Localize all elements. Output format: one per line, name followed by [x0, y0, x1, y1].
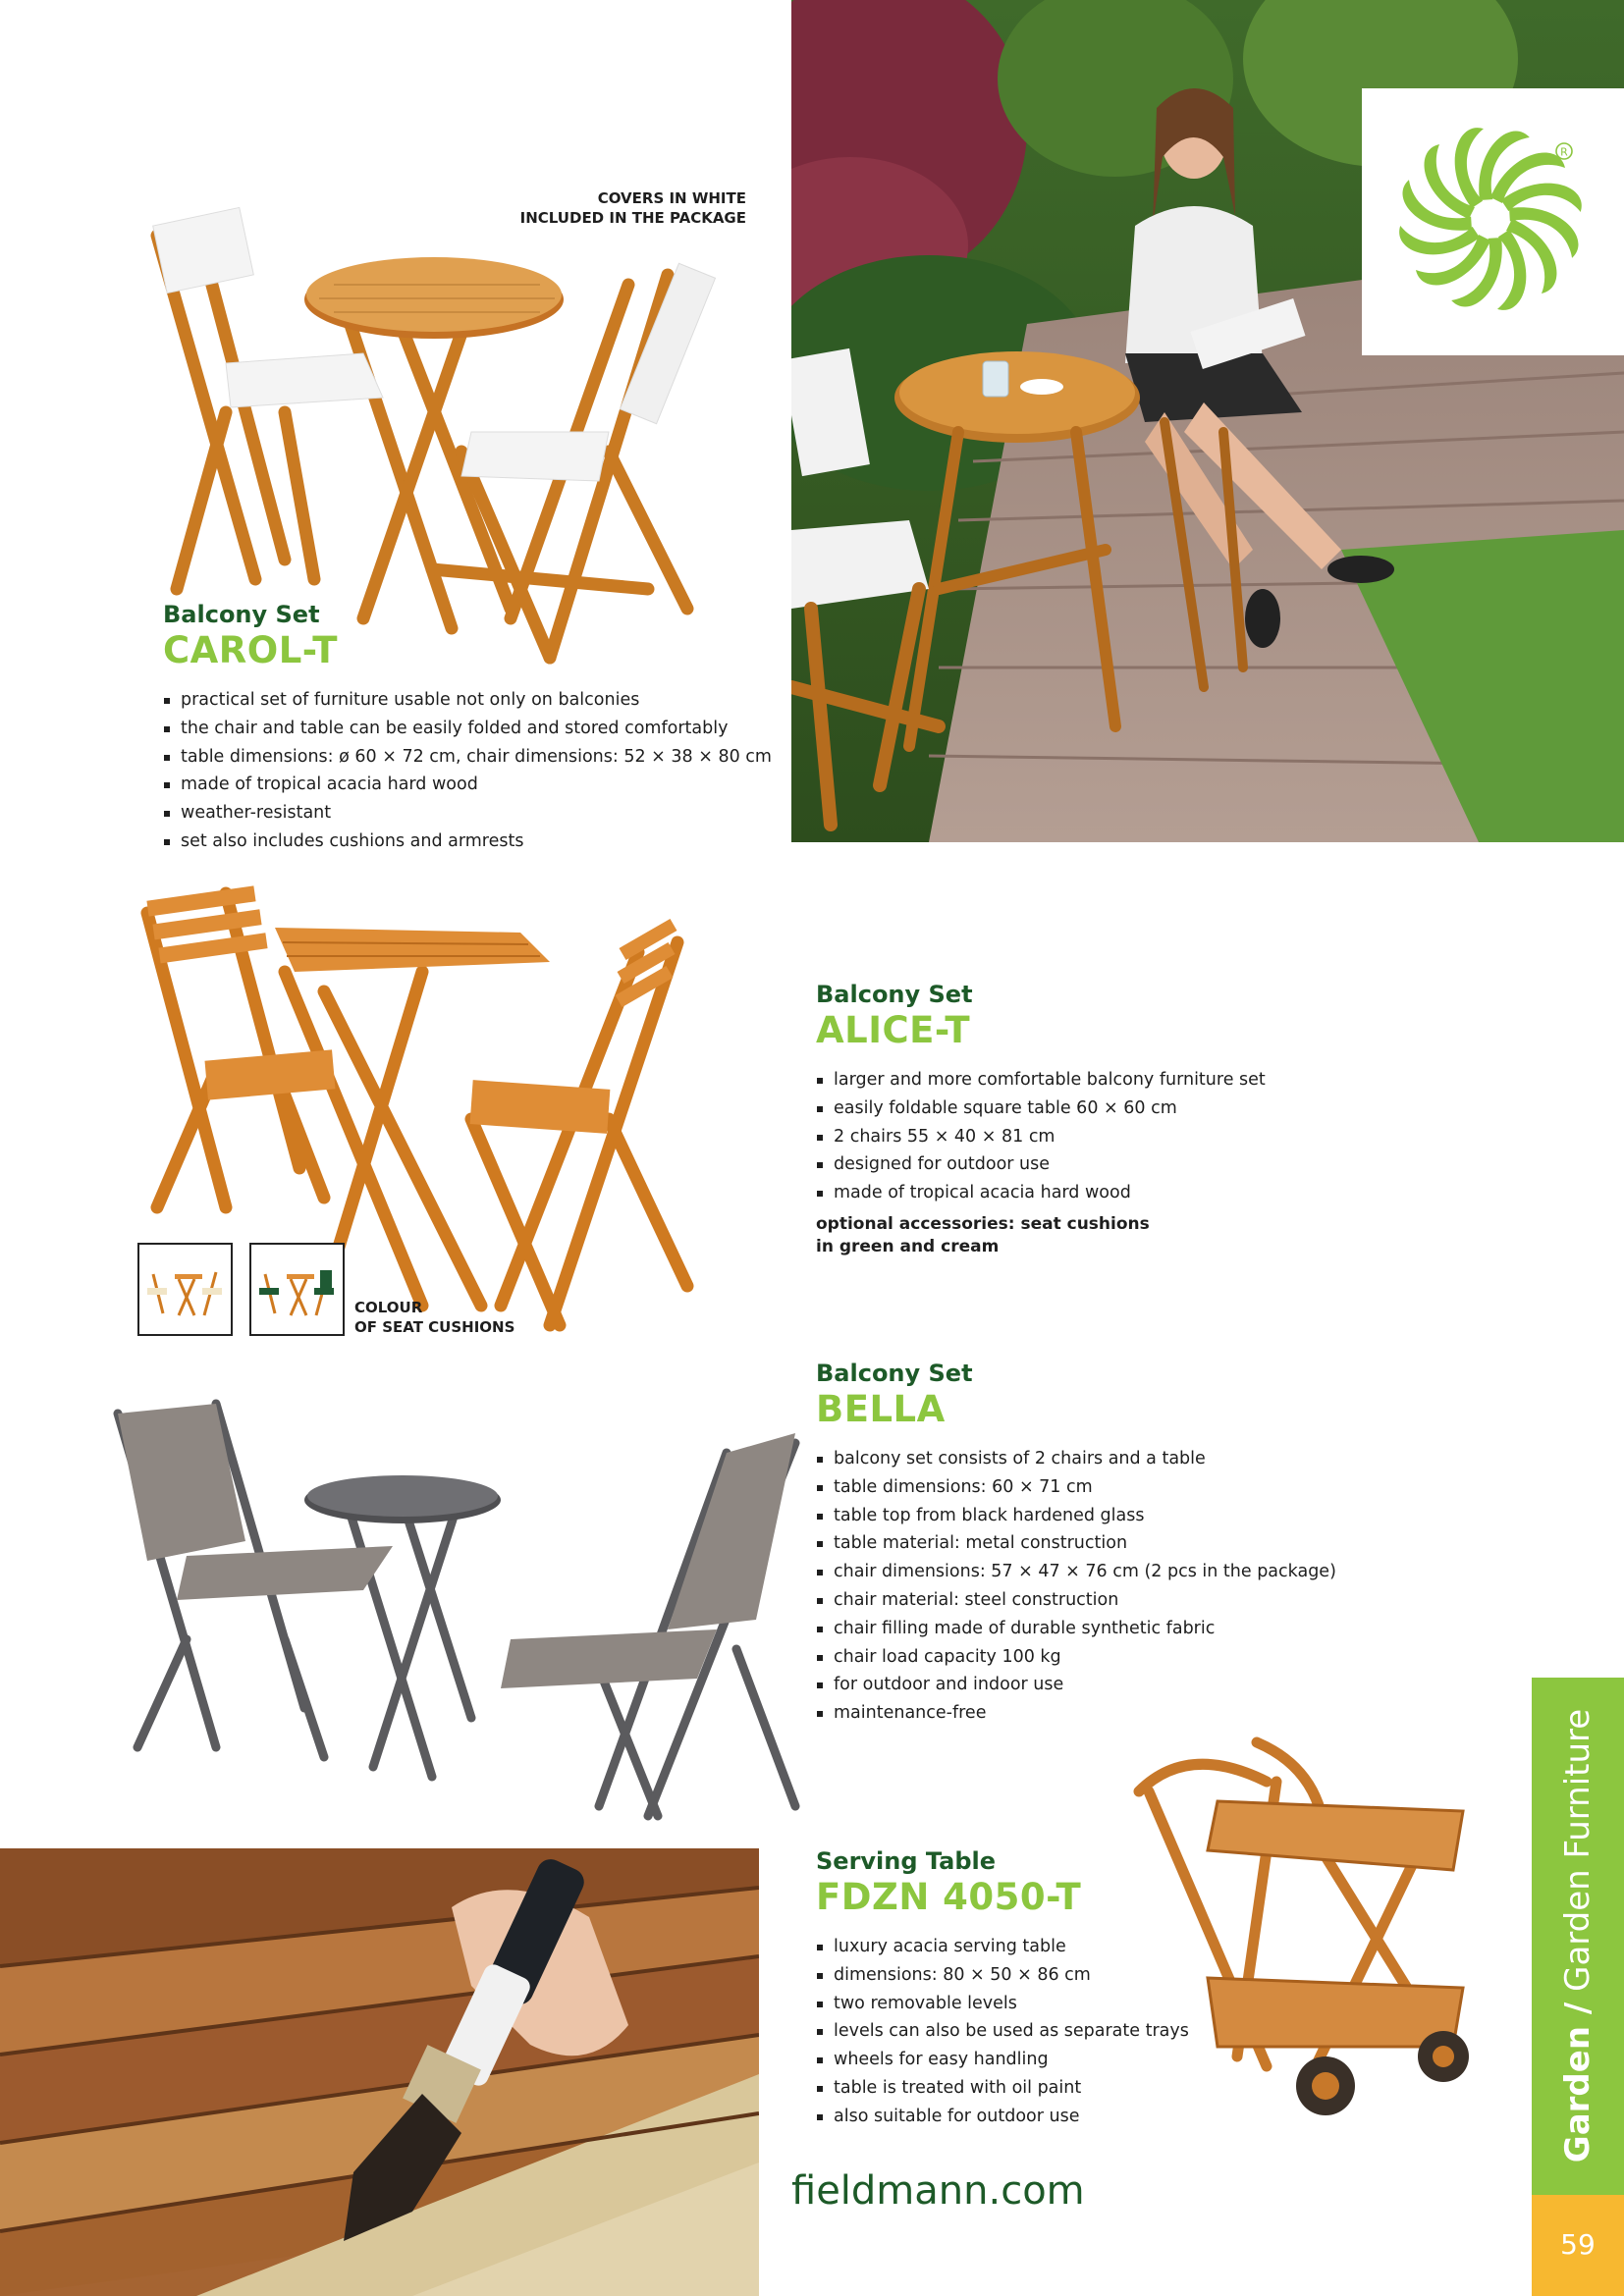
colour-option-green[interactable]	[249, 1243, 345, 1336]
carol-feature: set also includes cushions and armrests	[163, 828, 772, 856]
carol-caption-text: COVERS IN WHITE INCLUDED IN THE PACKAGE	[519, 189, 746, 227]
bella-feature: chair load capacity 100 kg	[816, 1643, 1336, 1672]
section-tab-subcategory: Garden Furniture	[1558, 1708, 1597, 2002]
alice-subtitle: Balcony Set	[816, 981, 973, 1008]
carol-info	[163, 600, 772, 856]
bella-feature: table dimensions: 60 × 71 cm	[816, 1473, 1336, 1502]
serving-table-feature: levels can also be used as separate trays	[816, 2017, 1189, 2046]
carol-feature: the chair and table can be easily folded and stored comfortably	[163, 715, 772, 743]
alice-feature: larger and more comfortable balcony furniture set	[816, 1066, 1266, 1095]
alice-name: ALICE-T	[816, 1009, 971, 1051]
bella-feature: for outdoor and indoor use	[816, 1671, 1336, 1699]
section-tab-category: Garden /	[1558, 2002, 1597, 2163]
bella-name: BELLA	[816, 1388, 946, 1430]
bella-info	[816, 1359, 1336, 1728]
serving-table-feature: table is treated with oil paint	[816, 2074, 1189, 2103]
alice-features	[816, 1066, 1266, 1207]
alice-feature: designed for outdoor use	[816, 1150, 1266, 1179]
bella-subtitle: Balcony Set	[816, 1360, 973, 1387]
alice-feature: easily foldable square table 60 × 60 cm	[816, 1095, 1266, 1123]
section-tab[interactable]	[1532, 1678, 1624, 2195]
carol-feature: table dimensions: ø 60 × 72 cm, chair dimensions: 52 × 38 × 80 cm	[163, 743, 772, 772]
bella-feature: table top from black hardened glass	[816, 1502, 1336, 1530]
carol-feature: practical set of furniture usable not only on balconies	[163, 686, 772, 715]
bella-product-image	[108, 1394, 815, 1826]
page-number-box	[1532, 2195, 1624, 2296]
serving-table-features	[816, 1933, 1189, 2131]
carol-subtitle: Balcony Set	[163, 601, 320, 628]
bella-features	[816, 1445, 1336, 1728]
serving-table-feature: wheels for easy handling	[816, 2046, 1189, 2074]
bella-feature: table material: metal construction	[816, 1529, 1336, 1558]
bella-feature: chair filling made of durable synthetic fabric	[816, 1615, 1336, 1643]
bella-feature: balcony set consists of 2 chairs and a table	[816, 1445, 1336, 1473]
colour-option-cream[interactable]	[137, 1243, 233, 1336]
oil-brush-photo	[0, 1848, 759, 2296]
page-number: 59	[1560, 2228, 1596, 2261]
brand-logo-box	[1362, 88, 1624, 355]
website-link[interactable]: fieldmann.com	[791, 2168, 1085, 2214]
alice-feature: 2 chairs 55 × 40 × 81 cm	[816, 1123, 1266, 1151]
alice-accessories-note: optional accessories: seat cushions in green and cream	[816, 1213, 1150, 1256]
serving-table-feature: two removable levels	[816, 1990, 1189, 2018]
serving-table-subtitle: Serving Table	[816, 1847, 997, 1875]
bella-feature: maintenance-free	[816, 1699, 1336, 1728]
bella-feature: chair dimensions: 57 × 47 × 76 cm (2 pcs in the package)	[816, 1558, 1336, 1586]
alice-colour-caption	[354, 1298, 514, 1337]
section-tab-label	[1558, 1709, 1597, 2163]
carol-product-image	[137, 196, 766, 667]
carol-feature: weather-resistant	[163, 799, 772, 828]
alice-colour-caption-text: COLOUR OF SEAT CUSHIONS	[354, 1299, 515, 1336]
carol-features	[163, 686, 772, 856]
serving-table-feature: dimensions: 80 × 50 × 86 cm	[816, 1961, 1189, 1990]
carol-name: CAROL-T	[163, 629, 338, 671]
carol-caption	[461, 188, 746, 228]
alice-info	[816, 980, 1266, 1258]
bella-feature: chair material: steel construction	[816, 1586, 1336, 1615]
serving-table-name: FDZN 4050-T	[816, 1876, 1082, 1918]
fieldmann-swirl-logo-icon	[1362, 88, 1624, 355]
registered-mark-icon	[1556, 143, 1572, 159]
carol-feature: made of tropical acacia hard wood	[163, 771, 772, 799]
serving-table-feature: also suitable for outdoor use	[816, 2103, 1189, 2131]
svg-text:R: R	[1560, 145, 1568, 159]
serving-table-info	[816, 1846, 1189, 2131]
serving-table-feature: luxury acacia serving table	[816, 1933, 1189, 1961]
alice-feature: made of tropical acacia hard wood	[816, 1179, 1266, 1207]
